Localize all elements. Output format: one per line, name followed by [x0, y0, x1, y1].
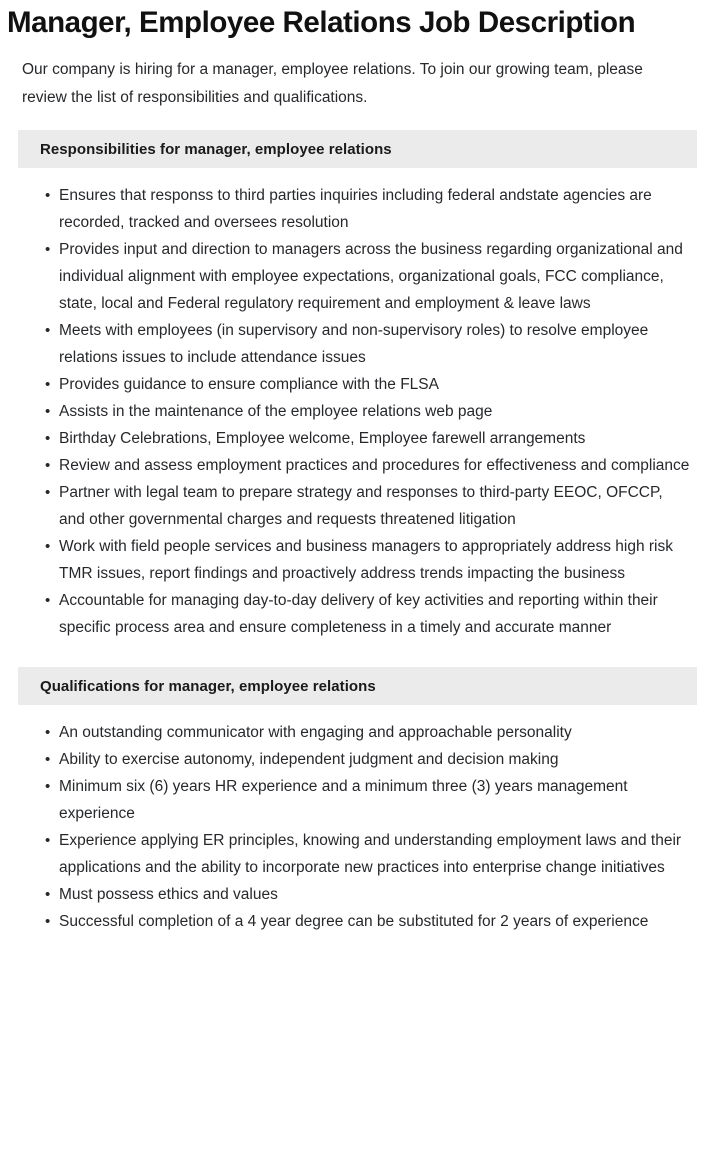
section-qualifications — [0, 667, 720, 935]
qualifications-list — [0, 705, 720, 935]
section-heading-label: Responsibilities for manager, employee relations — [40, 140, 392, 158]
section-responsibilities — [0, 130, 720, 641]
list-item: • Review and assess employment practices and procedures for effectiveness and compliance — [59, 452, 692, 479]
list-item: • Ability to exercise autonomy, independent judgment and decision making — [59, 746, 692, 773]
section-header-qualifications — [18, 667, 697, 705]
list-item: • Birthday Celebrations, Employee welcome, Employee farewell arrangements — [59, 425, 692, 452]
list-item: • Accountable for managing day-to-day delivery of key activities and reporting within their specific process area and ensure completeness in a timely and accurate manner — [59, 587, 692, 641]
list-item: • Assists in the maintenance of the employee relations web page — [59, 398, 692, 425]
list-item: • Work with field people services and business managers to appropriately address high risk TMR issues, report findings and proactively address trends impacting the business — [59, 533, 692, 587]
list-item: • Must possess ethics and values — [59, 881, 692, 908]
page-title: Manager, Employee Relations Job Description — [7, 6, 636, 39]
list-item: • Meets with employees (in supervisory and non-supervisory roles) to resolve employee relations issues to include attendance issues — [59, 317, 692, 371]
responsibilities-list — [0, 168, 720, 641]
list-item: • Ensures that responss to third parties inquiries including federal andstate agencies are recorded, tracked and oversees resolution — [59, 182, 692, 236]
list-item: • Provides guidance to ensure compliance with the FLSA — [59, 371, 692, 398]
list-item: • Provides input and direction to managers across the business regarding organizational and individual alignment with employee expectations, organizational goals, FCC compliance, state, local and Federal regulatory requirement and employment & leave laws — [59, 236, 692, 317]
list-item: • Minimum six (6) years HR experience and a minimum three (3) years management experience — [59, 773, 692, 827]
list-item: • An outstanding communicator with engaging and approachable personality — [59, 719, 692, 746]
list-item: • Successful completion of a 4 year degree can be substituted for 2 years of experience — [59, 908, 692, 935]
list-item: • Experience applying ER principles, knowing and understanding employment laws and their applications and the ability to incorporate new practices into enterprise change initiatives — [59, 827, 692, 881]
section-heading-label: Qualifications for manager, employee relations — [40, 677, 376, 695]
list-item: • Partner with legal team to prepare strategy and responses to third-party EEOC, OFCCP, and other governmental charges and requests threatened litigation — [59, 479, 692, 533]
intro-paragraph: Our company is hiring for a manager, employee relations. To join our growing team, please review the list of responsibilities and qualifications. — [22, 61, 643, 106]
section-header-responsibilities — [18, 130, 697, 168]
